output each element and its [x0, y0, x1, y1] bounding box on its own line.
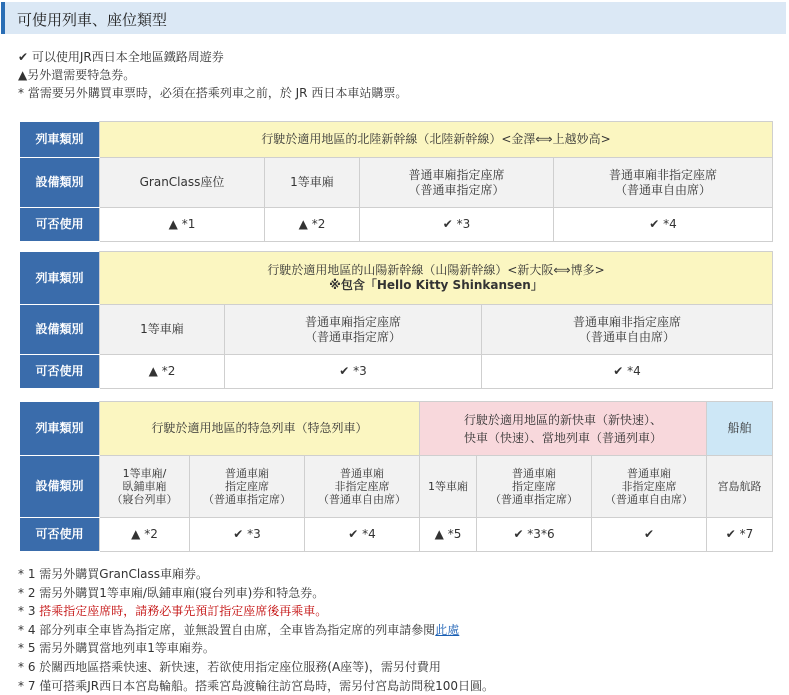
equip-first-class: 1等車廂: [100, 305, 225, 355]
footnote-3-warning: 搭乘指定座席時，請務必事先預訂指定座席後再乘車。: [39, 604, 328, 619]
table-limited-express: [19, 401, 773, 552]
row-label-type: 列車類別: [20, 402, 100, 456]
table-row: [20, 402, 773, 456]
sanyo-title-line2: ※包含「Hello Kitty Shinkansen」: [329, 278, 543, 292]
row-label-available: 可否使用: [20, 518, 100, 552]
footnote-1: * 1 需另外購買GranClass車廂券。: [18, 567, 209, 581]
footnote-2: * 2 需另外購買1等車廂/臥鋪車廂(寢台列車)券和特急券。: [18, 585, 325, 600]
avail-first-class: ▲ *2: [100, 355, 225, 389]
equip-local-first-class: 1等車廂: [420, 456, 477, 518]
table-row: [20, 158, 773, 208]
hokuriku-title: 行駛於適用地區的北陸新幹線（北陸新幹線）<金澤⟺上越妙高>: [100, 122, 773, 158]
intro-note-express: ▲另外還需要特急券。: [18, 68, 136, 82]
avail-granclass: ▲ *1: [100, 208, 265, 242]
row-label-equipment: 設備類別: [20, 305, 100, 355]
footnote-6: * 6 於關西地區搭乘快速、新快速，若欲使用指定座位服務(A座等)，需另付費用: [18, 659, 441, 674]
table-sanyo: [19, 251, 773, 389]
row-label-type: 列車類別: [20, 252, 100, 305]
row-label-equipment: 設備類別: [20, 158, 100, 208]
limited-express-title: 行駛於適用地區的特急列車（特急列車）: [100, 402, 420, 456]
equip-reserved: 普通車廂 指定座席 （普通車指定席）: [190, 456, 305, 518]
equip-nonreserved: 普通車廂非指定座席 （普通車自由席）: [554, 158, 773, 208]
here-link[interactable]: 此處: [435, 622, 460, 637]
table-row: [20, 456, 773, 518]
sanyo-title: [100, 252, 773, 305]
avail-reserved: ✔ *3: [225, 355, 482, 389]
footnotes: [18, 565, 494, 695]
equip-reserved: 普通車廂指定座席 （普通車指定席）: [225, 305, 482, 355]
table-row: [20, 518, 773, 552]
table-row: [20, 122, 773, 158]
intro-note-purchase: * 當需要另外購買車票時，必須在搭乘列車之前，於 JR 西日本車站購票。: [18, 86, 408, 100]
avail-first-class: ▲ *2: [265, 208, 360, 242]
footnote-4-text: * 4 部分列車全車皆為指定席，並無設置自由席，全車皆為指定席的列車請參閱: [18, 622, 436, 637]
avail-miyajima-ferry: ✔ *7: [707, 518, 773, 552]
sanyo-title-line1: 行駛於適用地區的山陽新幹線（山陽新幹線）<新大阪⟺博多>: [267, 263, 605, 277]
equip-granclass: GranClass座位: [100, 158, 265, 208]
table-hokuriku: [19, 121, 773, 242]
avail-reserved: ✔ *3: [190, 518, 305, 552]
avail-reserved: ✔ *3: [360, 208, 554, 242]
section-title: 可使用列車、座位類型: [17, 11, 168, 29]
row-label-available: 可否使用: [20, 208, 100, 242]
footnote-4: [18, 621, 494, 640]
row-label-available: 可否使用: [20, 355, 100, 389]
avail-local-reserved: ✔ *3*6: [477, 518, 592, 552]
section-header: [1, 2, 786, 34]
footnote-7: * 7 僅可搭乘JR西日本宮島輪船。搭乘宮島渡輪往訪宮島時，需另付宮島訪問稅100日圓。: [18, 678, 495, 693]
avail-nonreserved: ✔ *4: [554, 208, 773, 242]
avail-nonreserved: ✔ *4: [305, 518, 420, 552]
ferry-title: 船舶: [707, 402, 773, 456]
intro-notes: [18, 48, 407, 102]
row-label-type: 列車類別: [20, 122, 100, 158]
equip-first-sleeper: 1等車廂/ 臥鋪車廂 （寢台列車）: [100, 456, 190, 518]
footnote-3: [18, 602, 494, 621]
table-row: [20, 305, 773, 355]
equip-reserved: 普通車廂指定座席 （普通車指定席）: [360, 158, 554, 208]
avail-nonreserved: ✔ *4: [482, 355, 773, 389]
table-row: [20, 208, 773, 242]
avail-local-first-class: ▲ *5: [420, 518, 477, 552]
row-label-equipment: 設備類別: [20, 456, 100, 518]
equip-local-nonreserved: 普通車廂 非指定座席 （普通車自由席）: [592, 456, 707, 518]
avail-first-sleeper: ▲ *2: [100, 518, 190, 552]
equip-miyajima-ferry: 宮島航路: [707, 456, 773, 518]
intro-note-pass: ✔ 可以使用JR西日本全地區鐵路周遊券: [18, 50, 224, 64]
avail-local-nonreserved: ✔: [592, 518, 707, 552]
table-row: [20, 252, 773, 305]
footnote-5: * 5 需另外購買當地列車1等車廂券。: [18, 641, 215, 656]
rapid-local-title: 行駛於適用地區的新快車（新快速）、 快車（快速）、當地列車（普通列車）: [420, 402, 707, 456]
footnote-3-prefix: * 3: [18, 604, 40, 619]
equip-nonreserved: 普通車廂非指定座席 （普通車自由席）: [482, 305, 773, 355]
table-row: [20, 355, 773, 389]
equip-first-class: 1等車廂: [265, 158, 360, 208]
equip-local-reserved: 普通車廂 指定座席 （普通車指定席）: [477, 456, 592, 518]
equip-nonreserved: 普通車廂 非指定座席 （普通車自由席）: [305, 456, 420, 518]
